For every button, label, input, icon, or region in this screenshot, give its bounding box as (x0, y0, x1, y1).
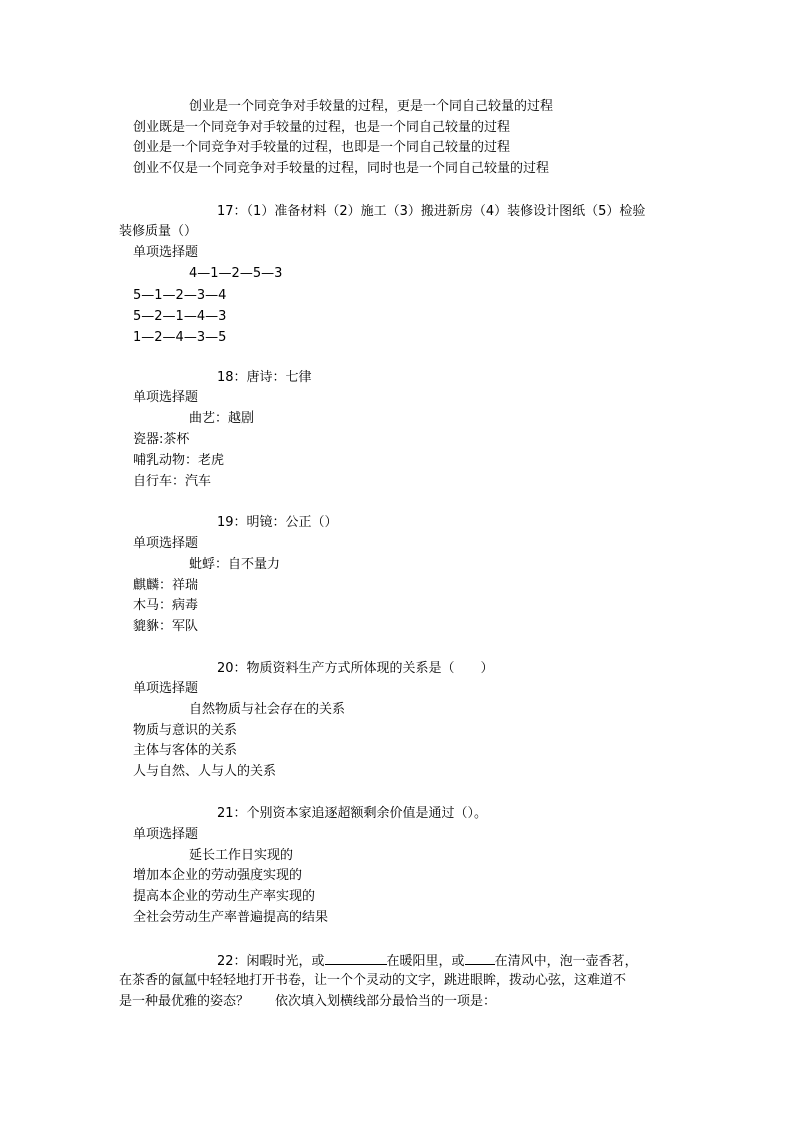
q19-option-c: 木马：病毒 (133, 598, 199, 613)
q16-option-d: 创业不仅是一个同竞争对手较量的过程，同时也是一个同自己较量的过程 (133, 161, 550, 176)
q21-option-c: 提高本企业的劳动生产率实现的 (133, 889, 316, 904)
q20-option-b: 物质与意识的关系 (133, 723, 238, 738)
q17-option-c: 5—2—1—4—3 (133, 309, 227, 324)
q22-line-2: 在茶香的氤氲中轻轻地打开书卷，让一个个灵动的文字，跳进眼眸，拨动心弦，这难道不 (119, 973, 627, 988)
q18-option-a: 曲艺：越剧 (189, 411, 255, 426)
q22-text-part-3: 在清风中，泡一壶香茗， (494, 954, 638, 969)
q16-option-a: 创业是一个同竞争对手较量的过程，更是一个同自己较量的过程 (189, 99, 554, 114)
q16-option-c: 创业是一个同竞争对手较量的过程，也即是一个同自己较量的过程 (133, 140, 511, 155)
q22-blank-2 (465, 950, 495, 965)
q22-title (217, 950, 638, 970)
q17-title-cont: 装修质量（） (119, 224, 198, 239)
q17-type-label: 单项选择题 (133, 245, 199, 260)
q21-option-d: 全社会劳动生产率普遍提高的结果 (133, 910, 329, 925)
q19-option-b: 麒麟：祥瑞 (133, 578, 199, 593)
q16-option-b: 创业既是一个同竞争对手较量的过程，也是一个同自己较量的过程 (133, 120, 511, 135)
q19-option-d: 貔貅：军队 (133, 619, 199, 634)
q17-option-b: 5—1—2—3—4 (133, 288, 227, 303)
q18-option-d: 自行车：汽车 (133, 474, 212, 489)
q17-option-d: 1—2—4—3—5 (133, 330, 227, 345)
q18-title: 18：唐诗：七律 (217, 370, 312, 385)
q22-text-part-2: 在暖阳里，或 (386, 954, 465, 969)
q17-option-a: 4—1—2—5—3 (189, 266, 283, 281)
q21-option-a: 延长工作日实现的 (189, 848, 294, 863)
q18-option-c: 哺乳动物：老虎 (133, 453, 225, 468)
q20-option-c: 主体与客体的关系 (133, 743, 238, 758)
q21-type-label: 单项选择题 (133, 827, 199, 842)
q22-text-part-1: 22：闲暇时光，或 (217, 954, 325, 969)
q20-option-a: 自然物质与社会存在的关系 (189, 702, 346, 717)
q21-title: 21：个别资本家追逐超额剩余价值是通过（）。 (217, 806, 488, 821)
q18-option-b: 瓷器:茶杯 (133, 432, 190, 447)
q18-type-label: 单项选择题 (133, 390, 199, 405)
q22-line-3: 是一种最优雅的姿态？ 依次填入划横线部分最恰当的一项是： (119, 994, 497, 1009)
q20-type-label: 单项选择题 (133, 681, 199, 696)
q20-option-d: 人与自然、人与人的关系 (133, 764, 277, 779)
q19-title: 19：明镜：公正（） (217, 515, 338, 530)
q19-option-a: 蚍蜉：自不量力 (189, 557, 281, 572)
q22-blank-1 (325, 950, 387, 965)
q19-type-label: 单项选择题 (133, 536, 199, 551)
q20-title: 20：物质资料生产方式所体现的关系是（ ） (217, 661, 494, 676)
q21-option-b: 增加本企业的劳动强度实现的 (133, 868, 303, 883)
q17-title: 17：（1）准备材料（2）施工（3）搬进新房（4）装修设计图纸（5）检验 (217, 204, 646, 219)
